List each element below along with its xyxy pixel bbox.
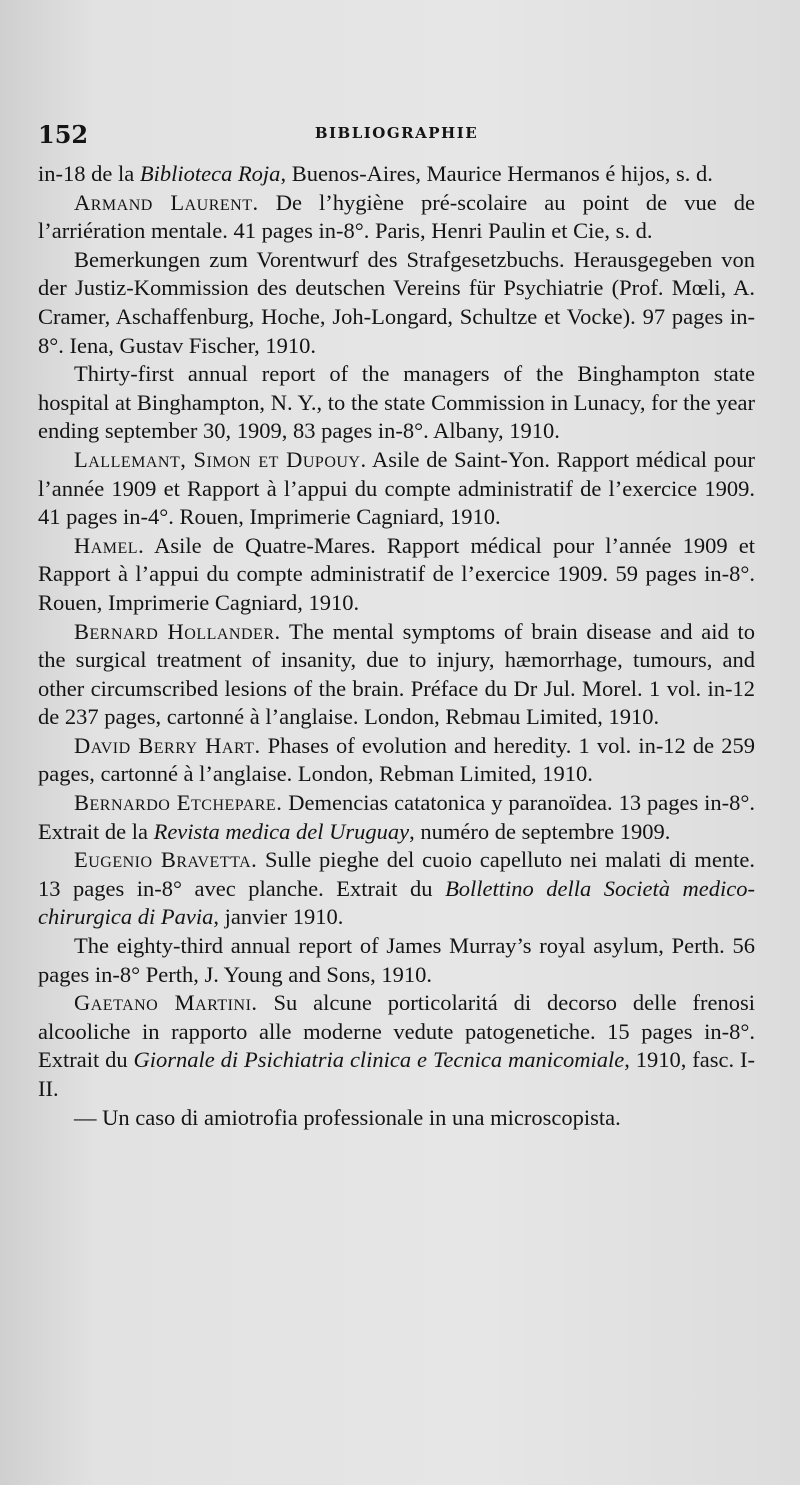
bibliography-entry: Thirty-first annual report of the managers of the Binghampton state hospital at Binghampton, N. Y., to the state Commission in Lunacy, for the year ending september 30, 1909, 83 pages in-8°. Albany, 1910. — [38, 361, 755, 444]
bibliography-entry: Lallemant, Simon et Dupouy. Asile de Saint-Yon. Rapport médical pour l’année 1909 et Rapport à l’appui du compte administratif de l’exercice 1909. 41 pages in-4°. Rouen, Imprimerie Cagniard, 1910. — [38, 446, 755, 530]
bibliography-entry: Eugenio Bravetta. Sulle pieghe del cuoio capelluto nei malati di mente. 13 pages in-8° avec planche. Extrait du Bollettino della Società medico-chirurgica di Pavia, janvier 1910. — [38, 847, 756, 930]
bibliography-entry: Bernard Hollander. The mental symptoms of brain disease and aid to the surgical treatment of insanity, due to injury, hæmorrhage, tumours, and other circumscribed lesions of the brain. Préface du Dr Jul. Morel. 1 vol. in-12 de 237 pages, cartonné à l’anglaise. London, Rebmau Limited, 1910. — [38, 618, 756, 730]
bibliography-entry: Hamel. Asile de Quatre-Mares. Rapport médical pour l’année 1909 et Rapport à l’appui du compte administratif de l’exercice 1909. 59 pages in-8°. Rouen, Imprimerie Cagniard, 1910. — [38, 532, 755, 615]
running-title: BIBLIOGRAPHIE — [314, 124, 479, 142]
bibliography-entry: The eighty-third annual report of James Murray’s royal asylum, Perth. 56 pages in-8° Perth, J. Young and Sons, 1910. — [38, 933, 755, 987]
bibliography-entry: Armand Laurent. De l’hygiène pré-scolaire au point de vue de l’arriération mentale. 41 pages in-8°. Paris, Henri Paulin et Cie, s. d. — [38, 189, 755, 244]
bibliography-entry: David Berry Hart. Phases of evolution and heredity. 1 vol. in-12 de 259 pages, cartonné à l’anglaise. London, Rebman Limited, 1910. — [38, 732, 755, 787]
bibliography-entry: in-18 de la Biblioteca Roja, Buenos-Aires, Maurice Hermanos é hijos, s. d. — [38, 161, 713, 186]
page-number: 152 — [38, 120, 89, 149]
bibliography-entry: Gaetano Martini. Su alcune porticolaritá di decorso delle frenosi alcooliche in rapporto alle moderne vedute patogenetiche. 15 pages in-8°. Extrait du Giornale di Psichiatria clinica e Tecnica manicomiale, 1910, fasc. I-II. — [38, 990, 755, 1101]
bibliography-entry: — Un caso di amiotrofia professionale in una microscopista. — [74, 1104, 621, 1130]
bibliography-entry: Bemerkungen zum Vorentwurf des Strafgesetzbuchs. Herausgegeben von der Justiz-Kommission des deutschen Vereins für Psychiatrie (Prof. Mœli, A. Cramer, Aschaffenburg, Hoche, Joh-Longard, Schultze et Vocke). 97 pages in-8°. Iena, Gustav Fischer, 1910. — [38, 246, 755, 358]
bibliography-body — [38, 160, 755, 1132]
page-header — [38, 120, 755, 154]
bibliography-entry: Bernardo Etchepare. Demencias catatonica y paranoïdea. 13 pages in-8°. Extrait de la Revista medica del Uruguay, numéro de septembre 1909. — [38, 790, 755, 844]
